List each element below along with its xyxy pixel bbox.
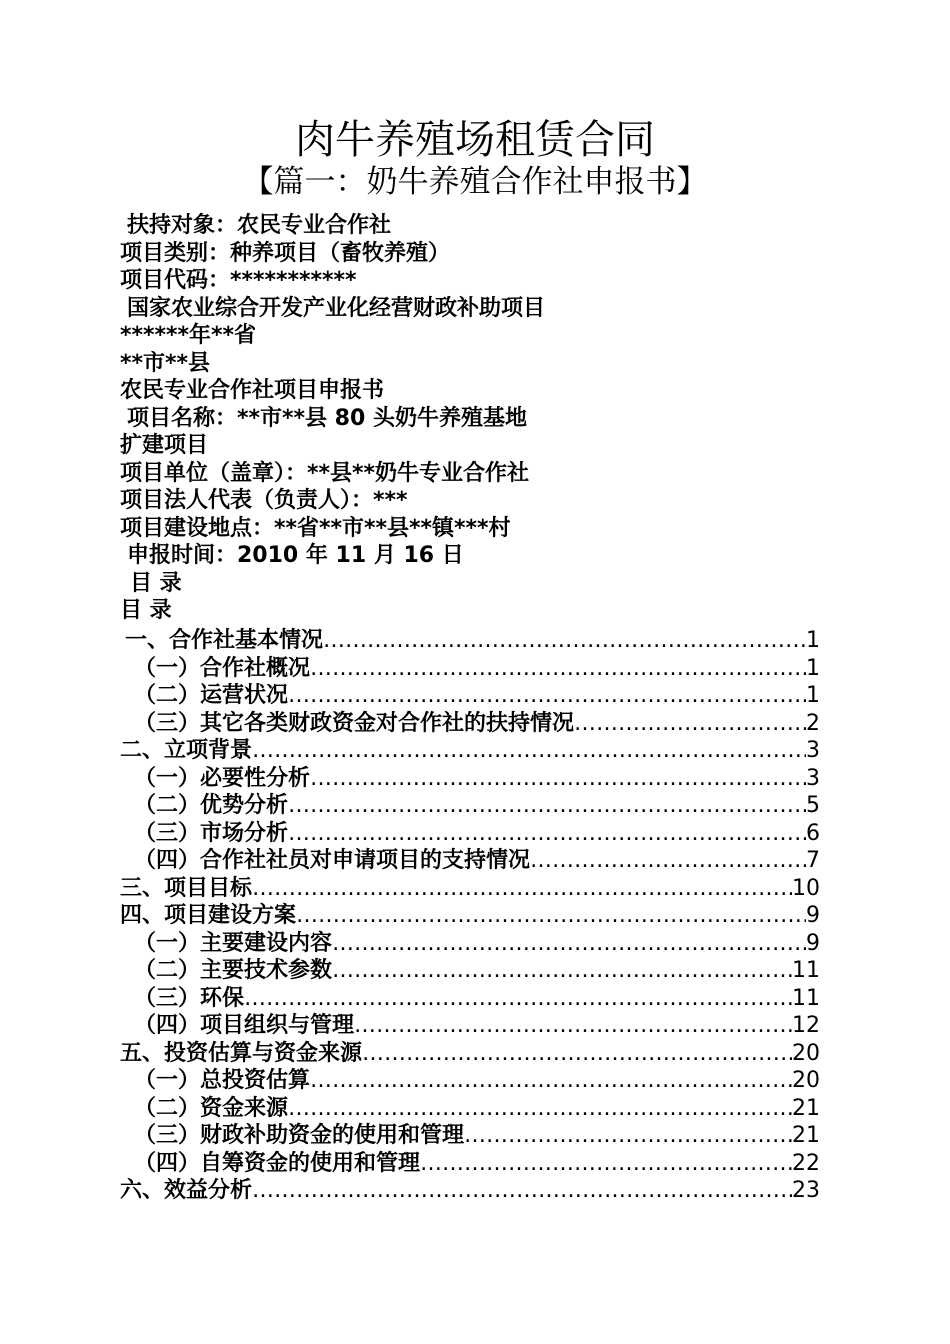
toc-entry-page-number: 9 (806, 903, 820, 928)
info-line: 目 录 (130, 570, 182, 596)
toc-leader-dots (332, 957, 792, 985)
toc-entry[interactable] (120, 847, 820, 875)
table-of-contents (120, 627, 820, 1205)
toc-entry-label: 六、效益分析 (120, 1178, 253, 1203)
toc-entry-page-number: 20 (792, 1068, 820, 1093)
toc-leader-dots (288, 820, 806, 848)
toc-entry-page-number: 9 (806, 930, 820, 956)
toc-entry-label: （三）市场分析 (134, 820, 289, 846)
info-line: 扩建项目 (120, 433, 209, 458)
toc-leader-dots (252, 875, 792, 903)
toc-entry-label: （一）总投资估算 (134, 1068, 311, 1093)
toc-entry-label: （四）项目组织与管理 (134, 1013, 355, 1038)
toc-entry-page-number: 12 (792, 1013, 820, 1038)
info-line: 项目类别：种养项目（畜牧养殖） (120, 240, 451, 266)
toc-entry[interactable] (120, 875, 820, 903)
toc-entry[interactable] (120, 737, 820, 765)
document-subtitle: 【篇一：奶牛养殖合作社申报书】 (242, 164, 708, 200)
toc-entry-page-number: 1 (806, 655, 820, 681)
toc-entry[interactable] (120, 930, 820, 958)
toc-entry-page-number: 3 (806, 765, 820, 791)
toc-entry[interactable] (120, 902, 820, 930)
toc-entry[interactable] (120, 765, 820, 793)
toc-entry-page-number: 23 (792, 1178, 820, 1203)
info-line: 申报时间：2010 年 11 月 16 日 (127, 543, 464, 568)
toc-entry-page-number: 22 (792, 1150, 820, 1176)
toc-entry-label: （二）主要技术参数 (134, 958, 333, 983)
toc-entry[interactable] (120, 985, 820, 1013)
toc-entry-label: 二、立项背景 (120, 738, 253, 763)
info-line: 项目建设地点：**省**市**县**镇***村 (120, 515, 511, 541)
toc-leader-dots (574, 710, 806, 738)
info-line: 项目法人代表（负责人）：*** (120, 488, 408, 513)
toc-entry[interactable] (120, 1040, 820, 1068)
document-title: 肉牛养殖场租赁合同 (295, 117, 655, 163)
toc-leader-dots (323, 627, 806, 655)
toc-leader-dots (420, 1150, 792, 1178)
toc-leader-dots (252, 737, 806, 765)
info-line: ******年**省 (120, 323, 257, 348)
toc-leader-dots (252, 1177, 792, 1205)
info-line: 扶持对象：农民专业合作社 (127, 213, 392, 238)
toc-entry[interactable] (120, 1122, 820, 1150)
toc-leader-dots (530, 847, 806, 875)
info-line: 项目单位（盖章）：**县**奶牛专业合作社 (120, 460, 530, 486)
project-info-block (120, 212, 840, 625)
toc-entry-label: （一）主要建设内容 (134, 930, 333, 956)
toc-entry-label: 一、合作社基本情况 (125, 628, 324, 653)
toc-leader-dots (332, 930, 806, 958)
toc-leader-dots (362, 1040, 792, 1068)
toc-entry-label: （三）其它各类财政资金对合作社的扶持情况 (134, 710, 575, 736)
toc-leader-dots (310, 655, 806, 683)
toc-entry-page-number: 21 (792, 1095, 820, 1121)
toc-leader-dots (310, 765, 806, 793)
toc-entry[interactable] (120, 1067, 820, 1095)
toc-leader-dots (464, 1122, 792, 1150)
info-line: 项目名称：**市**县 80 头奶牛养殖基地 (127, 405, 527, 431)
toc-entry[interactable] (120, 820, 820, 848)
toc-leader-dots (244, 985, 792, 1013)
toc-entry-label: （一）合作社概况 (134, 655, 311, 681)
toc-entry-page-number: 2 (806, 710, 820, 736)
toc-leader-dots (354, 1012, 792, 1040)
toc-leader-dots (296, 902, 806, 930)
toc-entry[interactable] (120, 655, 820, 683)
toc-leader-dots (288, 1095, 792, 1123)
toc-leader-dots (288, 792, 806, 820)
toc-entry[interactable] (120, 1095, 820, 1123)
toc-entry-label: （一）必要性分析 (134, 765, 311, 791)
toc-entry-page-number: 6 (806, 820, 820, 846)
toc-entry-label: 五、投资估算与资金来源 (120, 1040, 363, 1066)
toc-entry-page-number: 10 (792, 875, 820, 901)
toc-entry-page-number: 5 (806, 793, 820, 818)
toc-leader-dots (288, 682, 806, 710)
toc-entry[interactable] (120, 627, 820, 655)
info-line: 目 录 (120, 598, 172, 623)
toc-entry-page-number: 3 (806, 738, 820, 763)
toc-entry[interactable] (120, 710, 820, 738)
toc-entry-label: （四）自筹资金的使用和管理 (134, 1150, 421, 1176)
toc-entry-page-number: 11 (792, 985, 820, 1011)
info-line: 项目代码：*********** (120, 268, 357, 293)
toc-entry-page-number: 1 (806, 683, 820, 708)
toc-entry-page-number: 7 (806, 848, 820, 873)
toc-entry-label: （二）资金来源 (134, 1095, 289, 1121)
info-line: 国家农业综合开发产业化经营财政补助项目 (127, 295, 546, 321)
toc-entry-page-number: 11 (792, 958, 820, 983)
toc-entry-label: （三）财政补助资金的使用和管理 (134, 1123, 465, 1148)
toc-entry[interactable] (120, 957, 820, 985)
toc-entry-page-number: 1 (806, 628, 820, 653)
toc-entry[interactable] (120, 682, 820, 710)
toc-entry-page-number: 21 (792, 1123, 820, 1148)
toc-entry[interactable] (120, 1150, 820, 1178)
toc-entry-label: （二）优势分析 (134, 793, 289, 818)
toc-entry-label: （三）环保 (134, 985, 245, 1011)
toc-entry-page-number: 20 (792, 1040, 820, 1066)
toc-entry-label: 三、项目目标 (120, 875, 253, 901)
toc-entry[interactable] (120, 1012, 820, 1040)
toc-entry-label: 四、项目建设方案 (120, 903, 297, 928)
toc-entry-label: （二）运营状况 (134, 683, 289, 708)
info-line: **市**县 (120, 350, 211, 376)
toc-entry[interactable] (120, 792, 820, 820)
toc-entry[interactable] (120, 1177, 820, 1205)
toc-entry-label: （四）合作社社员对申请项目的支持情况 (134, 848, 531, 873)
info-line: 农民专业合作社项目申报书 (120, 378, 385, 403)
toc-leader-dots (310, 1067, 792, 1095)
